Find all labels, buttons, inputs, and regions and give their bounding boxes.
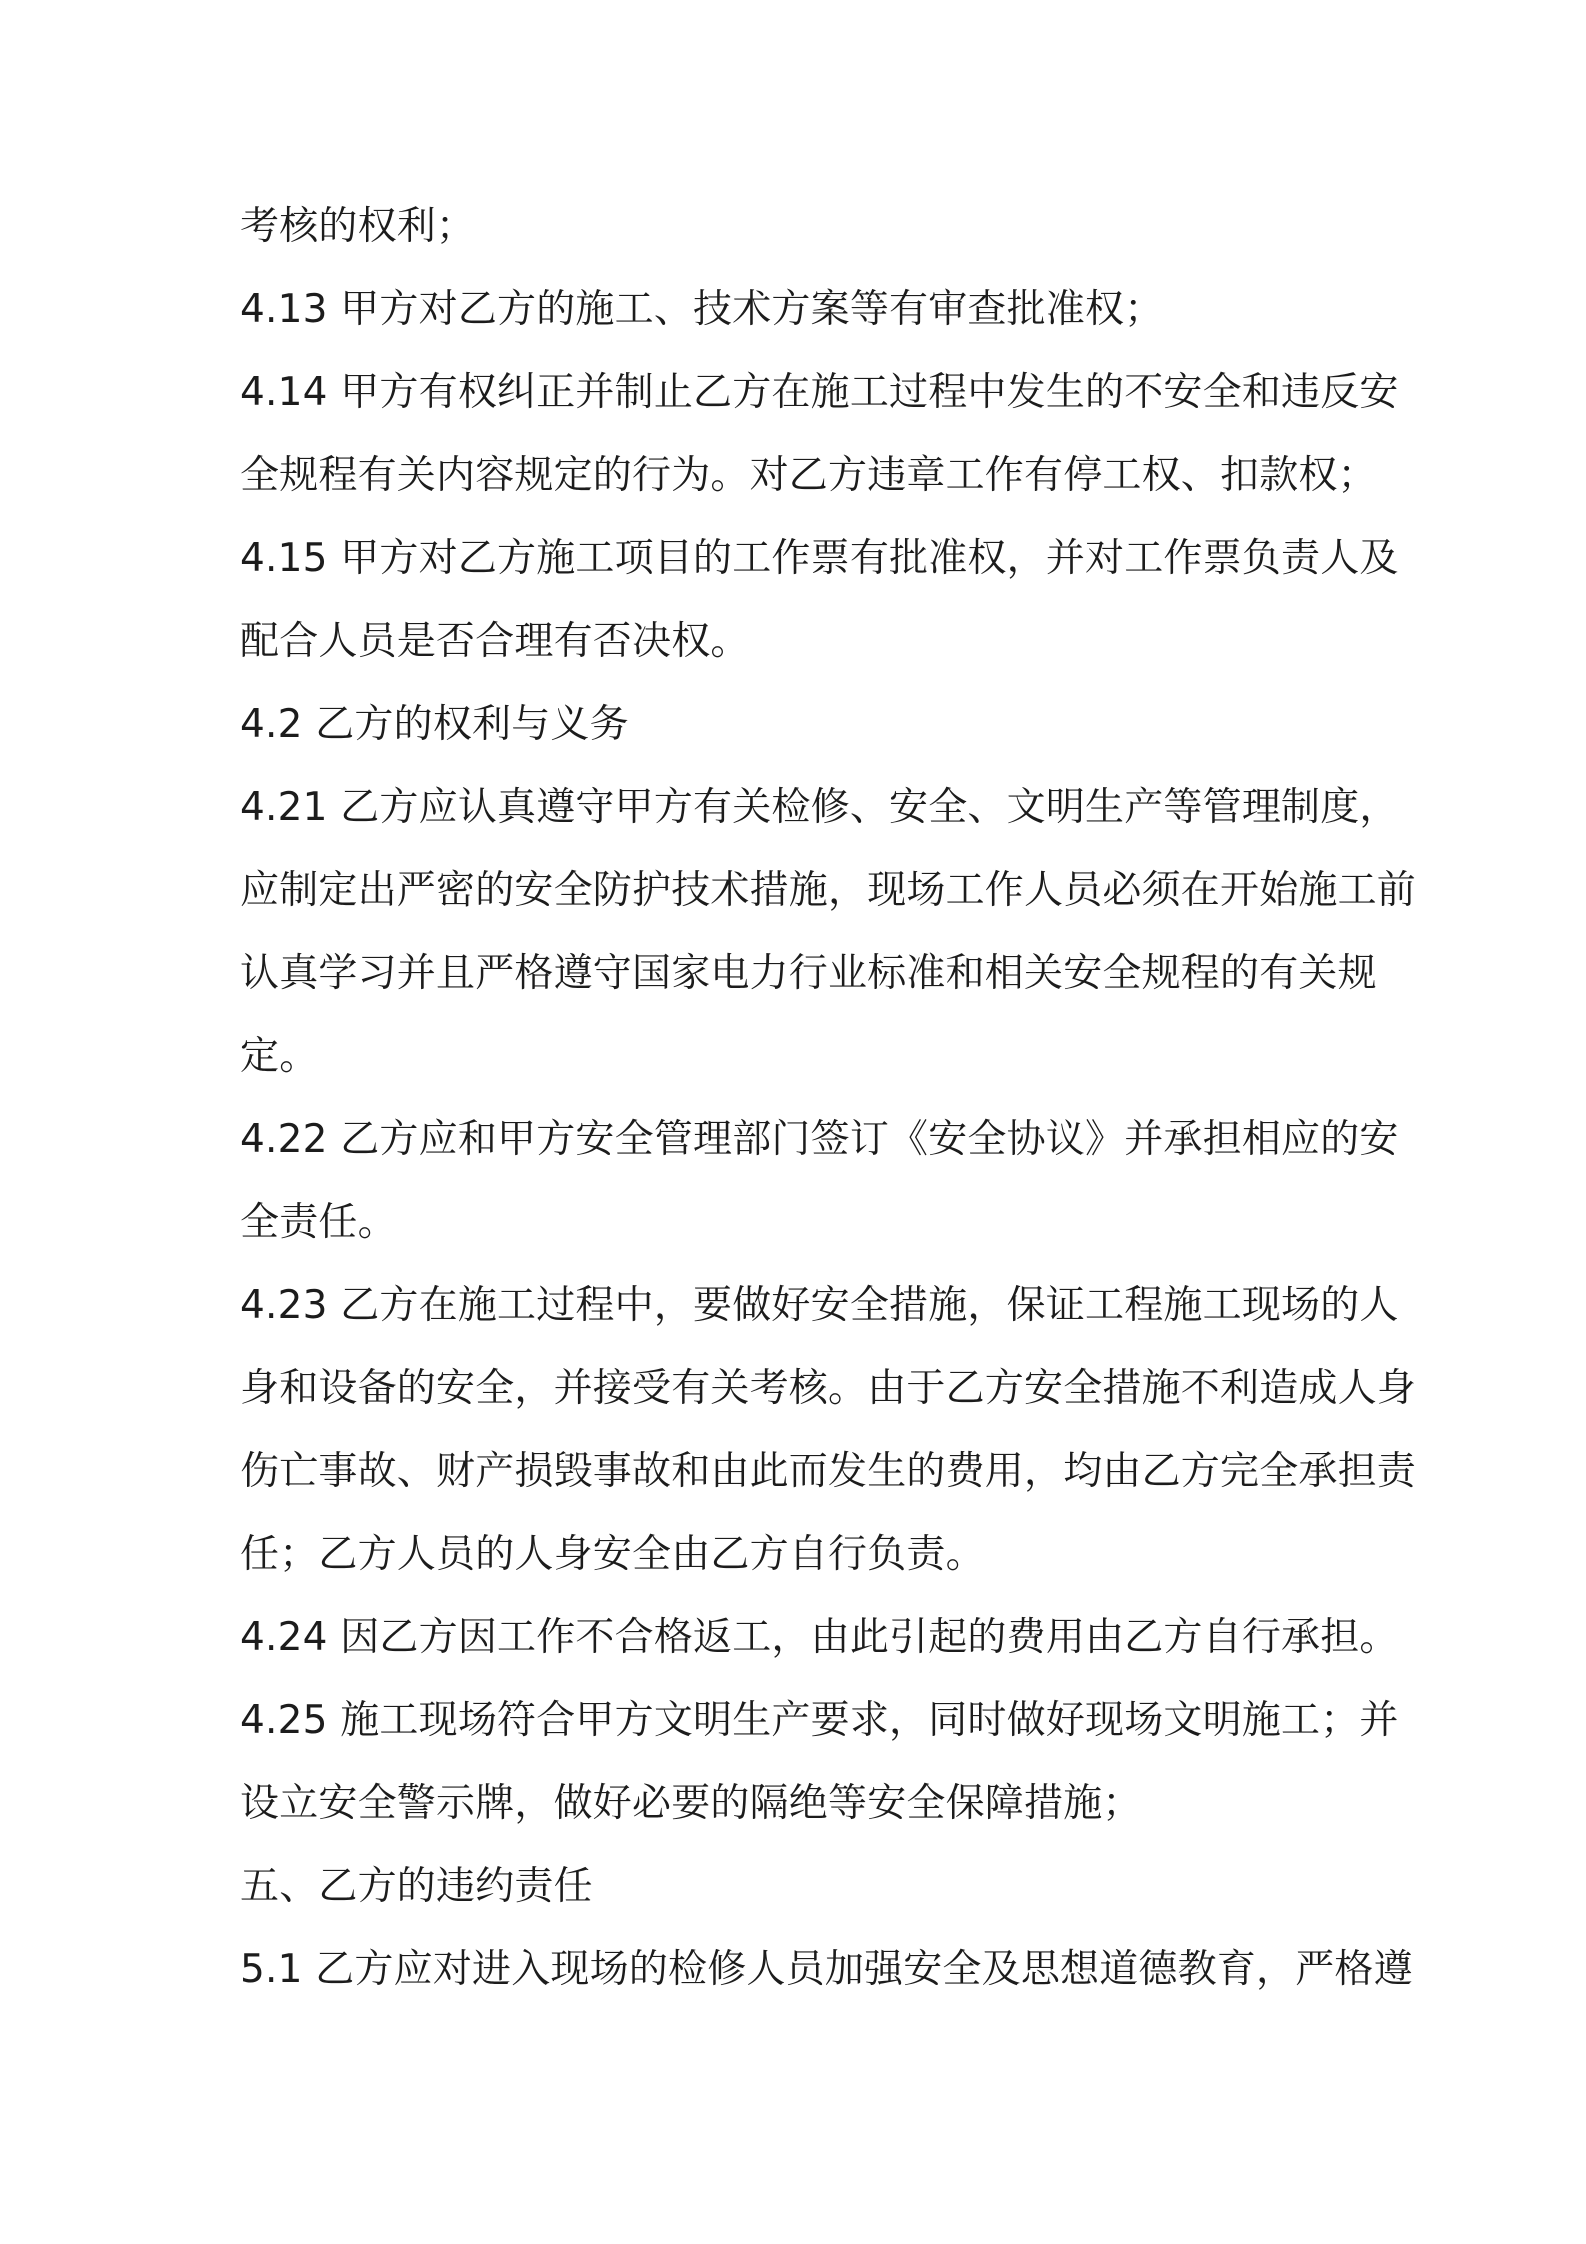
- section-heading: 4.2 乙方的权利与义务: [240, 702, 629, 747]
- text-line: 全责任。: [240, 1200, 397, 1245]
- text-line: 认真学习并且严格遵守国家电力行业标准和相关安全规程的有关规: [240, 951, 1377, 996]
- text-line: 伤亡事故、财产损毁事故和由此而发生的费用，均由乙方完全承担责: [240, 1449, 1417, 1494]
- text-line: 4.23 乙方在施工过程中，要做好安全措施，保证工程施工现场的人: [240, 1283, 1399, 1328]
- text-line: 身和设备的安全，并接受有关考核。由于乙方安全措施不利造成人身: [240, 1366, 1417, 1411]
- text-line: 4.13 甲方对乙方的施工、技术方案等有审查批准权；: [240, 287, 1164, 332]
- text-line: 4.15 甲方对乙方施工项目的工作票有批准权，并对工作票负责人及: [240, 536, 1399, 581]
- text-line: 4.22 乙方应和甲方安全管理部门签订《安全协议》并承担相应的安: [240, 1117, 1399, 1162]
- text-line: 4.21 乙方应认真遵守甲方有关检修、安全、文明生产等管理制度，: [240, 785, 1399, 830]
- section-heading: 五、乙方的违约责任: [240, 1864, 593, 1909]
- text-line: 4.14 甲方有权纠正并制止乙方在施工过程中发生的不安全和违反安: [240, 370, 1399, 415]
- text-line: 应制定出严密的安全防护技术措施，现场工作人员必须在开始施工前: [240, 868, 1417, 913]
- text-line: 4.24 因乙方因工作不合格返工，由此引起的费用由乙方自行承担。: [240, 1615, 1399, 1660]
- text-line: 任；乙方人员的人身安全由乙方自行负责。: [240, 1532, 985, 1577]
- text-line: 全规程有关内容规定的行为。对乙方违章工作有停工权、扣款权；: [240, 453, 1377, 498]
- text-line: 5.1 乙方应对进入现场的检修人员加强安全及思想道德教育，严格遵: [240, 1947, 1413, 1992]
- text-line: 考核的权利；: [240, 204, 476, 249]
- text-line: 定。: [240, 1034, 319, 1079]
- text-line: 4.25 施工现场符合甲方文明生产要求，同时做好现场文明施工；并: [240, 1698, 1399, 1743]
- text-line: 配合人员是否合理有否决权。: [240, 619, 750, 664]
- text-line: 设立安全警示牌，做好必要的隔绝等安全保障措施；: [240, 1781, 1142, 1826]
